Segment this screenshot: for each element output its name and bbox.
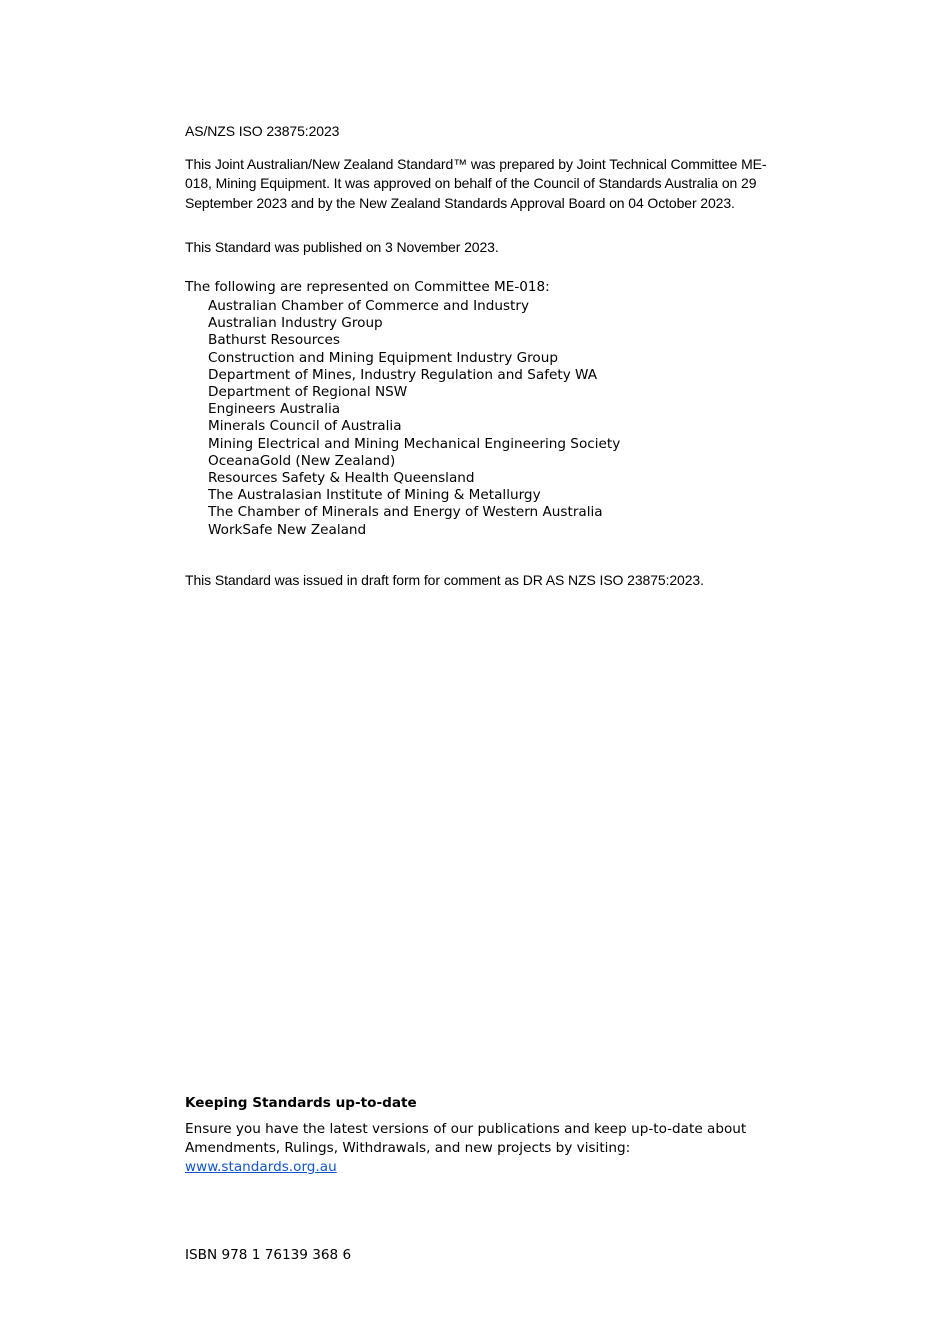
committee-member: The Australasian Institute of Mining & Metallurgy xyxy=(208,487,541,504)
standards-website-link[interactable]: www.standards.org.au xyxy=(185,1159,337,1175)
committee-heading: The following are represented on Committee ME-018: xyxy=(185,279,550,295)
published-date-line: This Standard was published on 3 November 2023. xyxy=(185,239,499,255)
keeping-up-to-date-section xyxy=(185,1094,785,1177)
committee-member: Bathurst Resources xyxy=(208,332,340,349)
committee-member: WorkSafe New Zealand xyxy=(208,521,367,538)
keeping-section-title: Keeping Standards up-to-date xyxy=(185,1095,417,1111)
committee-member: Minerals Council of Australia xyxy=(208,418,402,435)
committee-member: Engineers Australia xyxy=(208,401,341,418)
committee-member: Australian Chamber of Commerce and Industry xyxy=(208,298,529,314)
committee-section xyxy=(185,278,620,539)
committee-member: Department of Mines, Industry Regulation and Safety WA xyxy=(208,366,598,383)
committee-member-list xyxy=(185,298,620,539)
approval-paragraph: This Joint Australian/New Zealand Standard™ was prepared by Joint Technical Committee ME-018, Mining Equipment. It was approved on behalf of the Council of Standards Australia on 29 September 2023 and by the New Zealand Standards Approval Board on 04 October 2023. xyxy=(185,156,767,211)
committee-member: Construction and Mining Equipment Industry Group xyxy=(208,349,558,366)
committee-member: Resources Safety & Health Queensland xyxy=(208,470,475,487)
committee-member: OceanaGold (New Zealand) xyxy=(208,452,396,469)
committee-member: The Chamber of Minerals and Energy of Western Australia xyxy=(208,504,603,521)
keeping-description: Ensure you have the latest versions of our publications and keep up-to-date about Amendments, Rulings, Withdrawals, and new projects by visiting: xyxy=(185,1121,747,1156)
isbn-number: ISBN 978 1 76139 368 6 xyxy=(185,1247,352,1263)
keeping-section-text xyxy=(185,1120,785,1177)
draft-note: This Standard was issued in draft form for comment as DR AS NZS ISO 23875:2023. xyxy=(185,572,704,588)
committee-member: Department of Regional NSW xyxy=(208,384,408,401)
committee-member: Mining Electrical and Mining Mechanical Engineering Society xyxy=(208,435,621,452)
document-code: AS/NZS ISO 23875:2023 xyxy=(185,123,340,139)
committee-member: Australian Industry Group xyxy=(208,315,383,332)
